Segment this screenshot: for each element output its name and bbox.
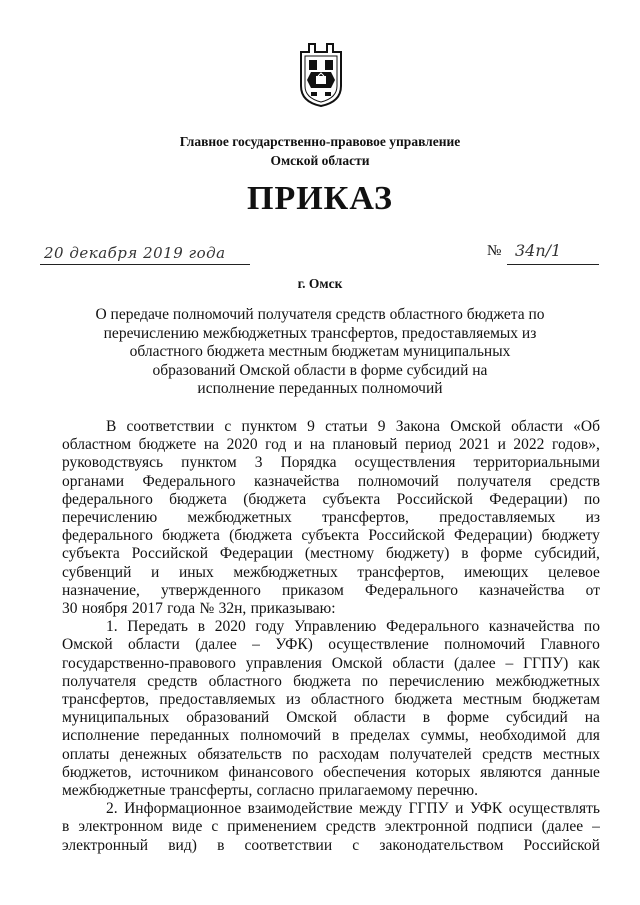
body-line: муниципальных образований Омской области в форме субсидий на: [62, 709, 600, 727]
body-line: 1. Передать в 2020 году Управлению Федерального казначейства по: [106, 618, 600, 636]
body-line: субвенций и иных межбюджетных трансфертов, имеющих целевое: [62, 563, 600, 581]
body-paragraph: [62, 418, 600, 618]
body-line: перечислению межбюджетных трансфертов, предоставляемых из: [62, 509, 600, 527]
omsk-coat-of-arms-icon: [299, 42, 343, 108]
body-line: В соответствии с пунктом 9 статьи 9 Закона Омской области «Об: [106, 418, 600, 435]
body-line: федерального бюджета (бюджета субъекта Российской Федерации) по: [62, 490, 600, 508]
subject-line: областного бюджета местным бюджетам муниципальных: [129, 343, 511, 360]
document-title: ПРИКАЗ: [247, 180, 393, 217]
body-paragraph: [62, 618, 600, 800]
number-underline: [507, 264, 599, 265]
body-line: руководствуясь пунктом 3 Порядка осуществления территориальными: [62, 454, 600, 472]
body-line: Омской области (далее – УФК) осуществление полномочий Главного: [62, 636, 600, 654]
body-line: трансфертов, предоставляемых из областного бюджета местным бюджетам: [62, 691, 600, 709]
body-line: межбюджетные трансферты, согласно прилагаемому перечню.: [62, 782, 478, 800]
body-paragraph: [62, 800, 600, 855]
subject-line: О передаче полномочий получателя средств областного бюджета по: [95, 306, 545, 323]
document-city: г. Омск: [297, 276, 343, 291]
body-line: областном бюджете на 2020 год и на плановый период 2021 и 2022 годов»,: [62, 436, 600, 454]
date-underline: [40, 264, 250, 265]
subject-line: образований Омской области в форме субсидий на: [152, 361, 488, 379]
subject-line: перечислению межбюджетных трансфертов, предоставляемых из: [103, 324, 537, 342]
body-line: электронный вид) в соответствии с законодательством Российской: [62, 836, 600, 854]
document-number-handwritten: 34п/1: [515, 241, 562, 260]
subject-line: исполнение переданных полномочий: [197, 380, 443, 397]
body-line: органами Федерального казначейства полномочий получателя средств: [62, 472, 600, 490]
organization-name-line1: Главное государственно-правовое управление: [179, 134, 461, 149]
body-line: исполнение переданных полномочий в пределах суммы, необходимой для: [62, 727, 600, 745]
body-line: субъекта Российской Федерации (местному бюджету) в форме субсидий,: [62, 545, 600, 563]
document-date-handwritten: 20 декабря 2019 года: [44, 244, 226, 262]
organization-name-line2: Омской области: [270, 153, 370, 168]
body-line: получателя средств областного бюджета по перечислению межбюджетных: [62, 672, 600, 690]
body-line: в электронном виде с применением средств электронной подписи (далее –: [62, 818, 600, 836]
document-body: [62, 418, 600, 855]
body-line: федерального бюджета (бюджета субъекта Российской Федерации) бюджету: [62, 527, 600, 545]
number-label: №: [487, 243, 502, 259]
body-line: назначение, утвержденного приказом Федерального казначейства от: [62, 581, 600, 599]
body-line: оплаты денежных обязательств по расходам получателей средств местных: [62, 745, 600, 763]
body-line: государственно-правового управления Омской области (далее – ГГПУ) как: [62, 654, 600, 672]
body-line: бюджетов, источником финансового обеспечения которых являются данные: [62, 763, 600, 781]
body-line: 30 ноября 2017 года № 32н, приказываю:: [62, 600, 336, 618]
body-line: 2. Информационное взаимодействие между ГГПУ и УФК осуществлять: [106, 800, 600, 818]
document-subject: [70, 306, 570, 399]
